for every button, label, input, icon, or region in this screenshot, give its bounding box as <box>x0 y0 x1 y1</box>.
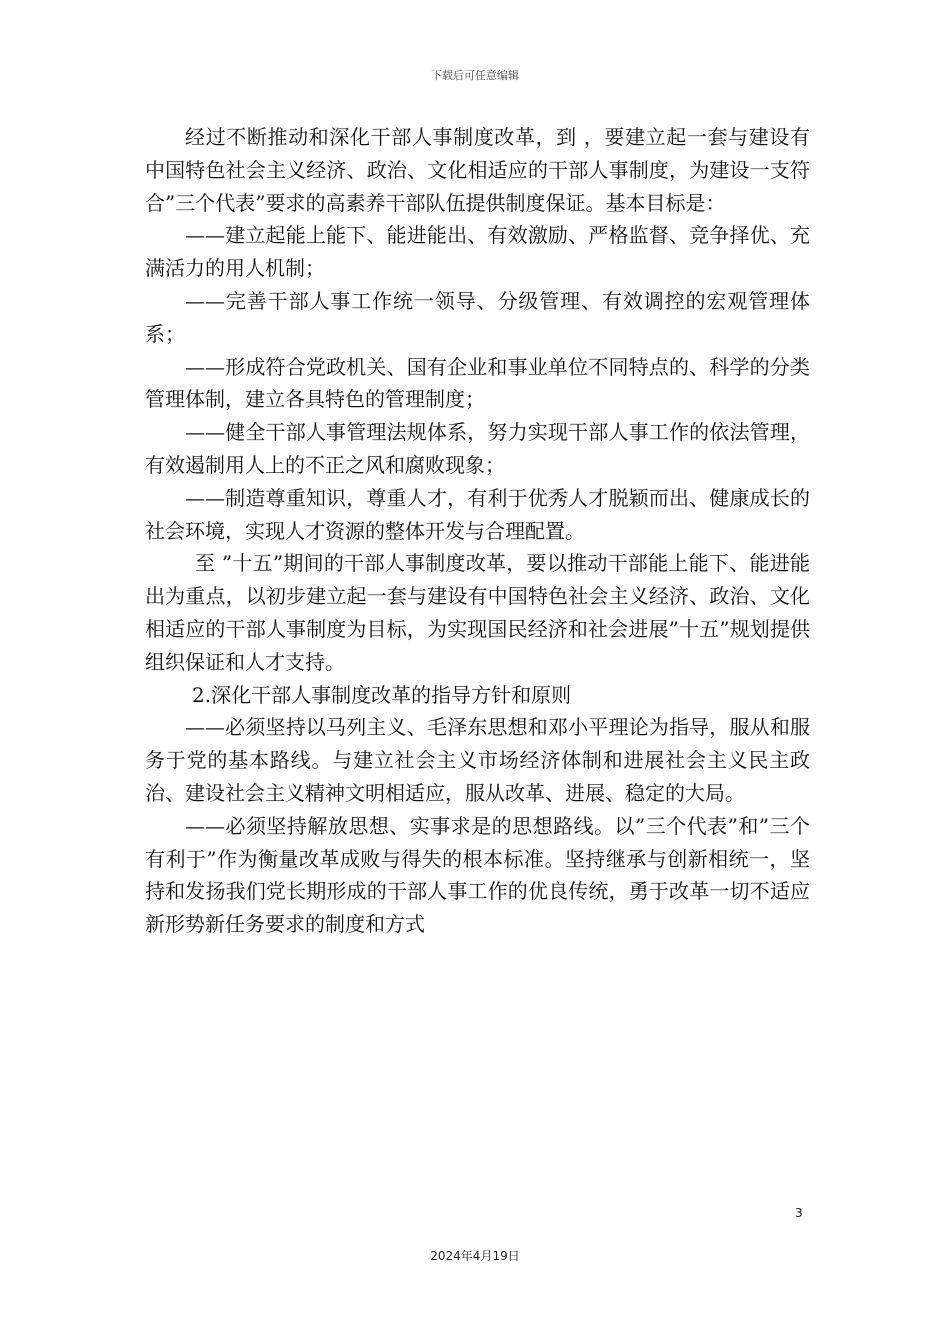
paragraph-intro: 经过不断推动和深化干部人事制度改革，到 ，要建立起一套与建设有中国特色社会主义经济、政治、文化相适应的干部人事制度，为建设一支符合”三个代表”要求的高素养干部队伍提供制度保证。基本目标是： <box>145 125 810 215</box>
paragraph-principle-2: ——必须坚持解放思想、实事求是的思想路线。以”三个代表”和”三个有利于”作为衡量改革成败与得失的根本标准。坚持继承与创新相统一，坚持和发扬我们党长期形成的干部人事工作的优良传统，勇于改革一切不适应新形势新任务要求的制度和方式 <box>145 813 810 937</box>
paragraph-goal-3: ——形成符合党政机关、国有企业和事业单位不同特点的、科学的分类管理体制，建立各具特色的管理制度； <box>145 354 810 412</box>
paragraph-goal-4: ——健全干部人事管理法规体系，努力实现干部人事工作的依法管理，有效遏制用人上的不正之风和腐败现象； <box>145 420 810 477</box>
paragraph-goal-1: ——建立起能上能下、能进能出、有效激励、严格监督、竞争择优、充满活力的用人机制； <box>145 223 810 281</box>
page-footer-date: 2024年4月19日 <box>430 1249 520 1263</box>
page-number: 3 <box>795 1206 803 1220</box>
document-body <box>145 121 810 941</box>
paragraph-goal-2: ——完善干部人事工作统一领导、分级管理、有效调控的宏观管理体系； <box>145 288 810 346</box>
section-heading: 2.深化干部人事制度改革的指导方针和原则 <box>192 682 572 707</box>
paragraph-goal-5: ——制造尊重知识，尊重人才，有利于优秀人才脱颖而出、健康成长的社会环境，实现人才资源的整体开发与合理配置。 <box>145 485 810 543</box>
paragraph-principle-1: ——必须坚持以马列主义、毛泽东思想和邓小平理论为指导，服从和服务于党的基本路线。与建立社会主义市场经济体制和进展社会主义民主政治、建设社会主义精神文明相适应，服从改革、进展、稳定的大局。 <box>145 715 810 805</box>
page-header: 下载后可任意编辑 <box>431 69 519 82</box>
paragraph-fifteenth-plan: 至 ”十五”期间的干部人事制度改革，要以推动干部能上能下、能进能出为重点，以初步建立起一套与建设有中国特色社会主义经济、政治、文化相适应的干部人事制度为目标，为实现国民经济和社会进展”十五”规划提供组织保证和人才支持。 <box>145 551 810 674</box>
